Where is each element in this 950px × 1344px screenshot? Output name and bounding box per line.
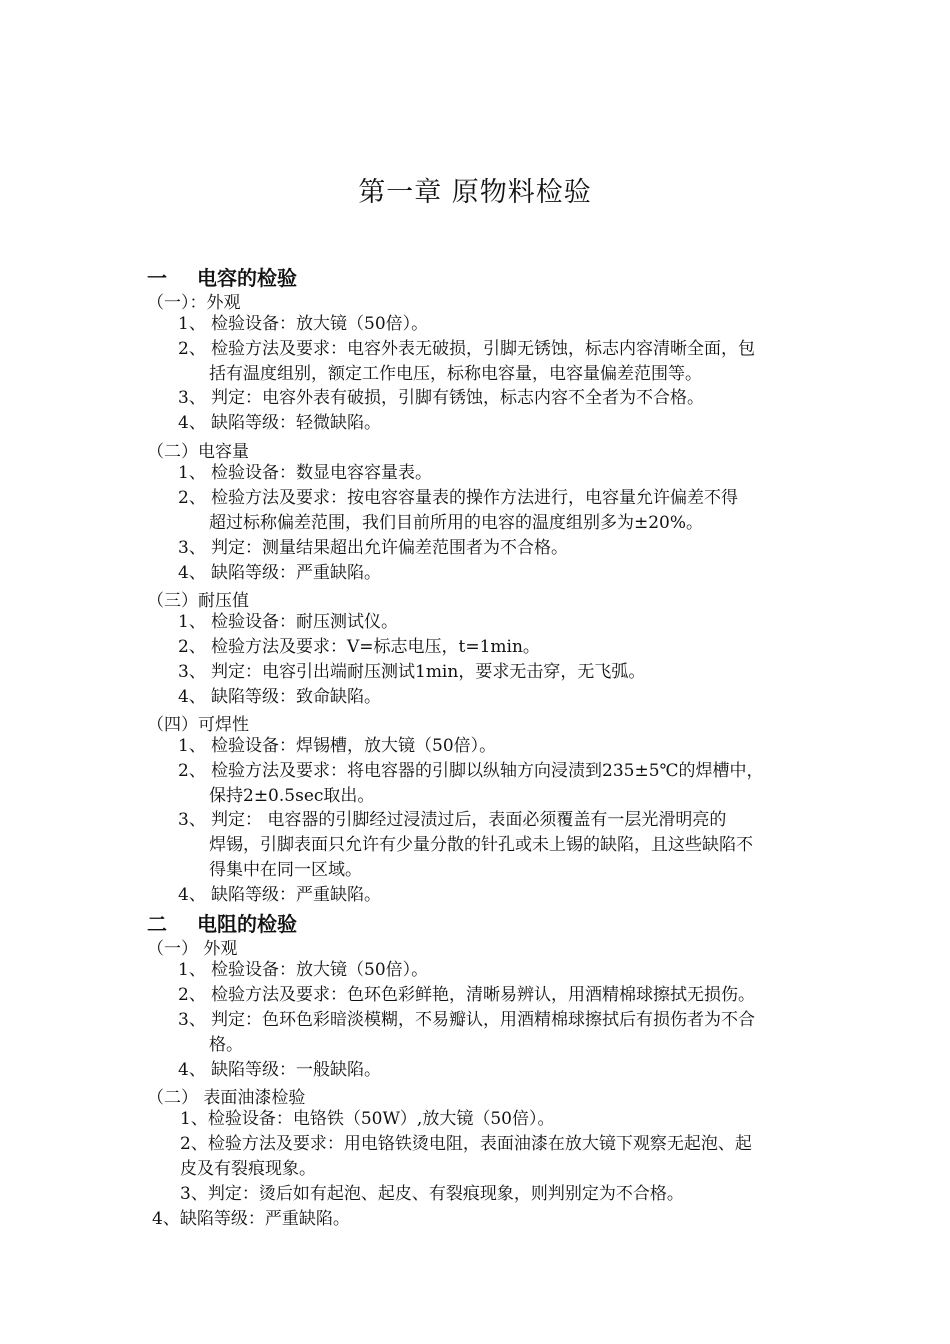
item-number: 1、: [178, 960, 206, 980]
subsection-label: （一）：外观: [147, 293, 241, 313]
item-number: 4、: [178, 1060, 206, 1080]
subsection-label: （四）可焊性: [147, 715, 249, 735]
item-number: 3、: [178, 662, 206, 682]
list-item: [178, 734, 818, 759]
item-number: 2、: [178, 985, 206, 1005]
item-number: 4、: [152, 1209, 180, 1229]
item-number: 1、: [180, 1109, 208, 1129]
list-item: [178, 411, 818, 436]
item-number: 3、: [178, 810, 206, 830]
item-number: 1、: [178, 736, 206, 756]
item-number: 3、: [180, 1184, 208, 1204]
item-number: 2、: [180, 1134, 208, 1154]
item-number: 1、: [178, 314, 206, 334]
list-item: [178, 958, 818, 983]
list-item: [178, 983, 818, 1008]
section-number: 二: [147, 912, 167, 936]
item-text: 缺陷等级：严重缺陷。: [211, 563, 381, 583]
section-title: 电阻的检验: [197, 912, 297, 936]
section-title: 电容的检验: [197, 266, 297, 290]
item-number: 2、: [178, 488, 206, 508]
item-text: 检验设备：数显电容容量表。: [211, 463, 432, 483]
item-text-continued: 括有温度组别，额定工作电压，标称电容量，电容量偏差范围等。: [209, 364, 702, 384]
item-text: 检验设备：电铬铁（50W）,放大镜（50倍）。: [207, 1109, 555, 1129]
item-text: 缺陷等级：轻微缺陷。: [211, 413, 381, 433]
list-item: [180, 1107, 830, 1132]
list-item: [178, 312, 818, 337]
list-item: [178, 685, 818, 710]
item-text-continued: 得集中在同一区域。: [209, 860, 362, 880]
item-number: 2、: [178, 761, 206, 781]
item-number: 4、: [178, 687, 206, 707]
subsection-label: （二） 表面油漆检验: [147, 1088, 306, 1108]
item-text-continued: 保持2±0.5sec取出。: [209, 786, 375, 806]
item-text: 缺陷等级：严重缺陷。: [179, 1209, 350, 1229]
item-number: 4、: [178, 563, 206, 583]
list-item: [178, 759, 818, 809]
section-number: 一: [147, 266, 167, 290]
item-text-continued: 皮及有裂痕现象。: [180, 1159, 316, 1179]
chapter-title: 第一章 原物料检验: [358, 177, 592, 208]
section-heading: [147, 262, 297, 291]
list-item: [178, 808, 818, 883]
list-item: [178, 660, 818, 685]
item-text: 检验设备：耐压测试仪。: [211, 612, 398, 632]
item-text-continued: 超过标称偏差范围，我们目前所用的电容的温度组别多为±20%。: [209, 513, 704, 533]
item-text: 检验设备：焊锡槽，放大镜（50倍）。: [211, 736, 497, 756]
list-item: [178, 536, 818, 561]
item-number: 4、: [178, 885, 206, 905]
item-text-continued: 格。: [209, 1035, 243, 1055]
item-text: 检验方法及要求：V=标志电压，t=1min。: [211, 637, 540, 657]
list-item: [180, 1182, 830, 1207]
item-number: 4、: [178, 413, 206, 433]
item-text: 判定：电容外表有破损，引脚有锈蚀，标志内容不全者为不合格。: [211, 388, 704, 408]
section-heading: [147, 908, 297, 937]
subsection-label: （二）电容量: [147, 442, 249, 462]
list-item: [178, 337, 818, 387]
item-number: 2、: [178, 637, 206, 657]
list-item: [178, 386, 818, 411]
item-text: 检验设备：放大镜（50倍）。: [211, 314, 429, 334]
item-text: 判定： 电容器的引脚经过浸渍过后，表面必须覆盖有一层光滑明亮的: [211, 810, 727, 830]
list-item: [178, 883, 818, 908]
item-number: 1、: [178, 612, 206, 632]
item-text: 判定：色环色彩暗淡模糊，不易瓣认，用酒精棉球擦拭后有损伤者为不合: [211, 1010, 755, 1030]
item-text: 检验设备：放大镜（50倍）。: [211, 960, 429, 980]
item-text: 检验方法及要求：电容外表无破损，引脚无锈蚀，标志内容清晰全面，包: [211, 339, 755, 359]
item-text: 检验方法及要求：色环色彩鲜艳，清晰易辨认，用酒精棉球擦拭无损伤。: [211, 985, 755, 1005]
list-item: [178, 1058, 818, 1083]
item-number: 3、: [178, 388, 206, 408]
item-number: 3、: [178, 1010, 206, 1030]
item-text: 判定：烫后如有起泡、起皮、有裂痕现象，则判别定为不合格。: [207, 1184, 684, 1204]
list-item: [178, 610, 818, 635]
item-text: 检验方法及要求：按电容容量表的操作方法进行，电容量允许偏差不得: [211, 488, 738, 508]
list-item: [178, 1008, 818, 1058]
list-item: [180, 1132, 830, 1182]
item-text: 判定：测量结果超出允许偏差范围者为不合格。: [211, 538, 568, 558]
list-item: [178, 561, 818, 586]
subsection-label: （三）耐压值: [147, 591, 249, 611]
subsection-label: （一） 外观: [147, 939, 238, 959]
item-text: 判定：电容引出端耐压测试1min，要求无击穿，无飞弧。: [211, 662, 646, 682]
list-item: [178, 486, 818, 536]
item-text: 缺陷等级：致命缺陷。: [211, 687, 381, 707]
item-number: 3、: [178, 538, 206, 558]
list-item: [178, 635, 818, 660]
item-number: 1、: [178, 463, 206, 483]
item-number: 2、: [178, 339, 206, 359]
item-text: 缺陷等级：严重缺陷。: [211, 885, 381, 905]
item-text: 检验方法及要求：用电铬铁烫电阻，表面油漆在放大镜下观察无起泡、起: [207, 1134, 752, 1154]
list-item: [178, 461, 818, 486]
list-item: [152, 1207, 802, 1232]
item-text: 缺陷等级：一般缺陷。: [211, 1060, 381, 1080]
item-text-continued: 焊锡，引脚表面只允许有少量分散的针孔或未上锡的缺陷，且这些缺陷不: [209, 835, 753, 855]
item-text: 检验方法及要求：将电容器的引脚以纵轴方向浸渍到235±5℃的焊槽中，: [211, 761, 764, 781]
